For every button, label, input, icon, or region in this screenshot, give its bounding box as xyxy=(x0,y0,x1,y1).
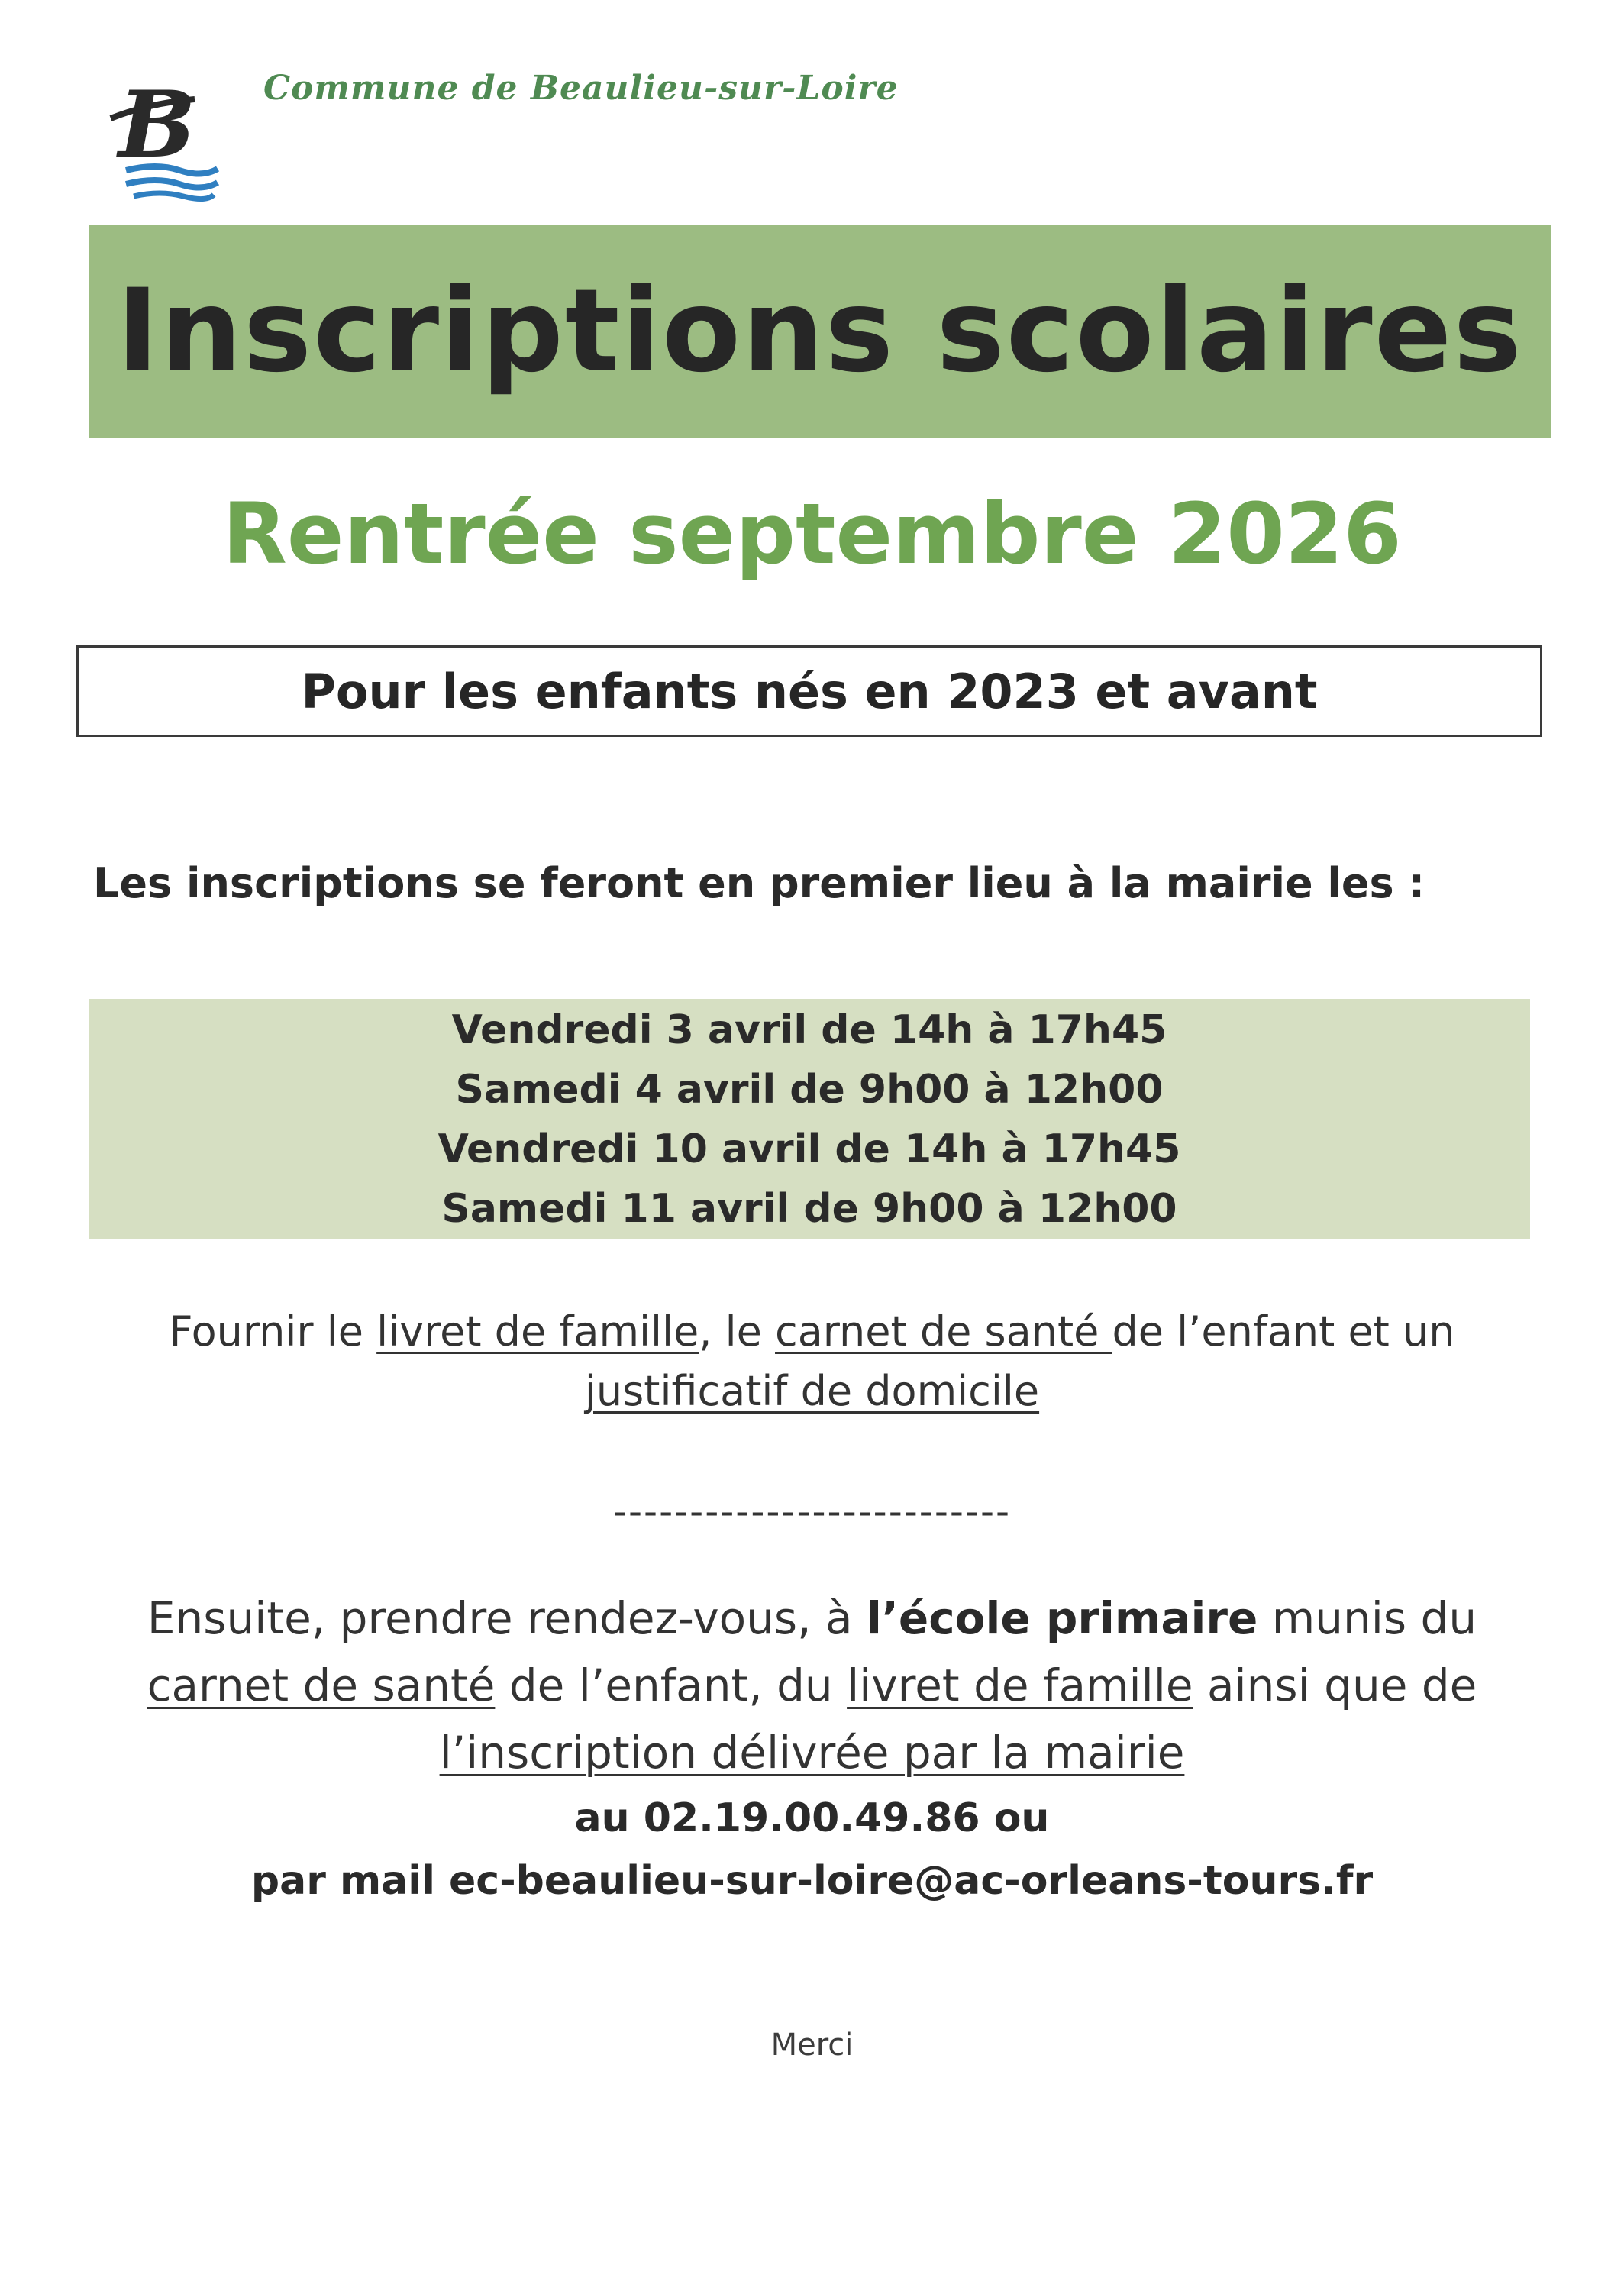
schedule-list xyxy=(89,999,1530,1239)
ecole-primaire-bold: l’école primaire xyxy=(867,1592,1258,1644)
documents-line-1 xyxy=(0,1302,1624,1362)
page-title: Inscriptions scolaires xyxy=(116,265,1523,398)
text-fragment: munis du xyxy=(1258,1592,1477,1644)
appointment-line-2 xyxy=(0,1652,1624,1719)
livret-famille-underlined: livret de famille xyxy=(376,1307,699,1356)
appointment-paragraph xyxy=(0,1585,1624,1786)
eligibility-box: Pour les enfants nés en 2023 et avant xyxy=(76,645,1542,737)
subtitle-rentree: Rentrée septembre 2026 xyxy=(222,485,1402,583)
phone-line: au 02.19.00.49.86 ou xyxy=(574,1795,1050,1841)
carnet-sante-underlined: carnet de santé xyxy=(147,1659,496,1711)
documents-line-2 xyxy=(0,1362,1624,1421)
intro-text: Les inscriptions se feront en premier lieu à la mairie les : xyxy=(93,859,1425,907)
text-fragment: , le xyxy=(699,1307,776,1356)
commune-logo xyxy=(103,73,233,202)
inscription-mairie-underlined: l’inscription délivrée par la mairie xyxy=(439,1727,1185,1779)
commune-name: Commune de Beaulieu-sur-Loire xyxy=(263,69,899,108)
schedule-item: Vendredi 10 avril de 14h à 17h45 xyxy=(437,1126,1181,1172)
text-fragment: ainsi que de xyxy=(1193,1659,1477,1711)
justificatif-underlined: justificatif de domicile xyxy=(584,1367,1040,1415)
logo-letter: B xyxy=(118,73,196,179)
email-line: par mail ec-beaulieu-sur-loire@ac-orleans-tours.fr xyxy=(250,1858,1374,1904)
dash-separator: -------------------------- xyxy=(612,1489,1012,1533)
text-fragment: Fournir le xyxy=(169,1307,377,1356)
appointment-line-3 xyxy=(0,1719,1624,1786)
closing-merci: Merci xyxy=(770,2028,854,2063)
schedule-item: Samedi 4 avril de 9h00 à 12h00 xyxy=(455,1066,1164,1113)
text-fragment: de l’enfant, du xyxy=(495,1659,848,1711)
text-fragment: Ensuite, prendre rendez-vous, à xyxy=(147,1592,867,1644)
schedule-item: Samedi 11 avril de 9h00 à 12h00 xyxy=(441,1185,1177,1232)
documents-paragraph xyxy=(0,1302,1624,1421)
appointment-line-1 xyxy=(0,1585,1624,1652)
logo-b-waves-icon xyxy=(103,73,233,202)
text-fragment: de l’enfant et un xyxy=(1112,1307,1455,1356)
schedule-item: Vendredi 3 avril de 14h à 17h45 xyxy=(451,1007,1167,1053)
contact-block xyxy=(0,1787,1624,1912)
carnet-sante-underlined: carnet de santé xyxy=(775,1307,1112,1356)
livret-famille-underlined: livret de famille xyxy=(847,1659,1193,1711)
